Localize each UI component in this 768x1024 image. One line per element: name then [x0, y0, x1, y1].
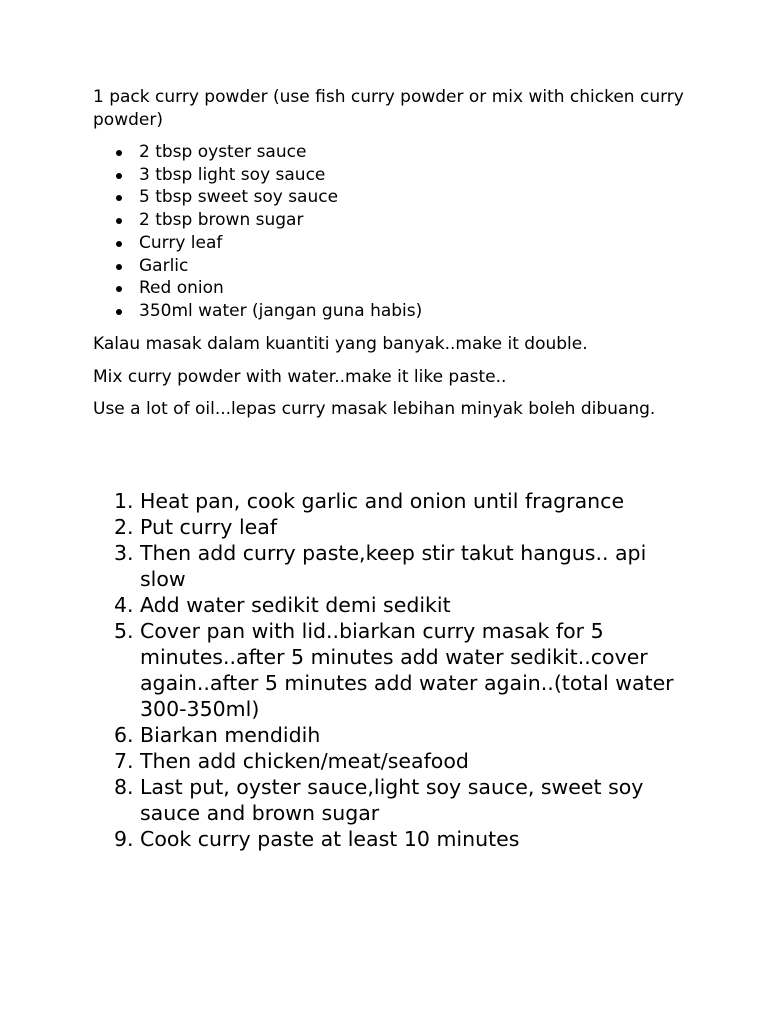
- step-text: Cook curry paste at least 10 minutes: [140, 827, 520, 851]
- ingredient-text: 5 tbsp sweet soy sauce: [139, 187, 339, 208]
- step-text: Add water sedikit demi sedikit: [140, 593, 451, 617]
- step-item: [93, 488, 693, 514]
- list-item: [93, 255, 693, 278]
- step-text: Biarkan mendidih: [140, 723, 321, 747]
- step-item: [93, 540, 693, 592]
- ingredient-text: 2 tbsp brown sugar: [139, 210, 304, 231]
- list-item: [93, 141, 693, 164]
- step-text: Heat pan, cook garlic and onion until fragrance: [140, 489, 625, 513]
- list-item: [93, 232, 693, 255]
- step-item: [93, 618, 693, 722]
- note-paragraph: Kalau masak dalam kuantiti yang banyak..make it double.: [93, 334, 588, 354]
- step-text: Then add chicken/meat/seafood: [140, 749, 469, 773]
- list-item: [93, 277, 693, 300]
- step-text: Put curry leaf: [140, 515, 278, 539]
- intro-paragraph: 1 pack curry powder (use fish curry powder or mix with chicken curry powder): [93, 87, 684, 130]
- step-text: Cover pan with lid..biarkan curry masak for 5 minutes..after 5 minutes add water sedikit..cover again..after 5 minutes add water again..(total water 300-350ml): [140, 619, 674, 721]
- bullet-icon: [116, 286, 122, 292]
- step-number: 2.: [114, 515, 134, 539]
- ingredient-text: 2 tbsp oyster sauce: [139, 142, 307, 162]
- step-text: Last put, oyster sauce,light soy sauce, sweet soy sauce and brown sugar: [140, 775, 644, 825]
- step-item: [93, 774, 693, 826]
- step-number: 7.: [114, 749, 134, 773]
- ingredient-text: Curry leaf: [139, 232, 223, 253]
- list-item: [93, 186, 693, 209]
- bullet-icon: [116, 150, 122, 156]
- ingredient-text: Garlic: [139, 255, 189, 276]
- note-paragraph: Mix curry powder with water..make it like paste..: [93, 367, 507, 387]
- ingredient-text: Red onion: [139, 278, 224, 299]
- step-text: Then add curry paste,keep stir takut hangus.. api slow: [140, 541, 647, 591]
- step-item: [93, 826, 693, 852]
- step-number: 6.: [114, 723, 134, 747]
- list-item: [93, 209, 693, 232]
- step-number: 1.: [114, 489, 134, 513]
- step-number: 3.: [114, 541, 134, 565]
- step-item: [93, 748, 693, 774]
- ingredient-text: 350ml water (jangan guna habis): [139, 300, 423, 321]
- bullet-icon: [116, 195, 122, 201]
- bullet-icon: [116, 264, 122, 270]
- step-number: 5.: [114, 619, 134, 643]
- ingredient-list: [93, 141, 693, 323]
- step-number: 9.: [114, 827, 134, 851]
- step-item: [93, 514, 693, 540]
- ingredient-text: 3 tbsp light soy sauce: [139, 164, 326, 185]
- bullet-icon: [116, 241, 122, 247]
- list-item: [93, 300, 693, 323]
- bullet-icon: [116, 173, 122, 179]
- step-number: 4.: [114, 593, 134, 617]
- step-number: 8.: [114, 775, 134, 799]
- bullet-icon: [116, 309, 122, 315]
- list-item: [93, 164, 693, 187]
- step-item: [93, 722, 693, 748]
- step-item: [93, 592, 693, 618]
- note-paragraph: Use a lot of oil...lepas curry masak lebihan minyak boleh dibuang.: [93, 399, 656, 419]
- steps-list: [93, 488, 693, 852]
- bullet-icon: [116, 218, 122, 224]
